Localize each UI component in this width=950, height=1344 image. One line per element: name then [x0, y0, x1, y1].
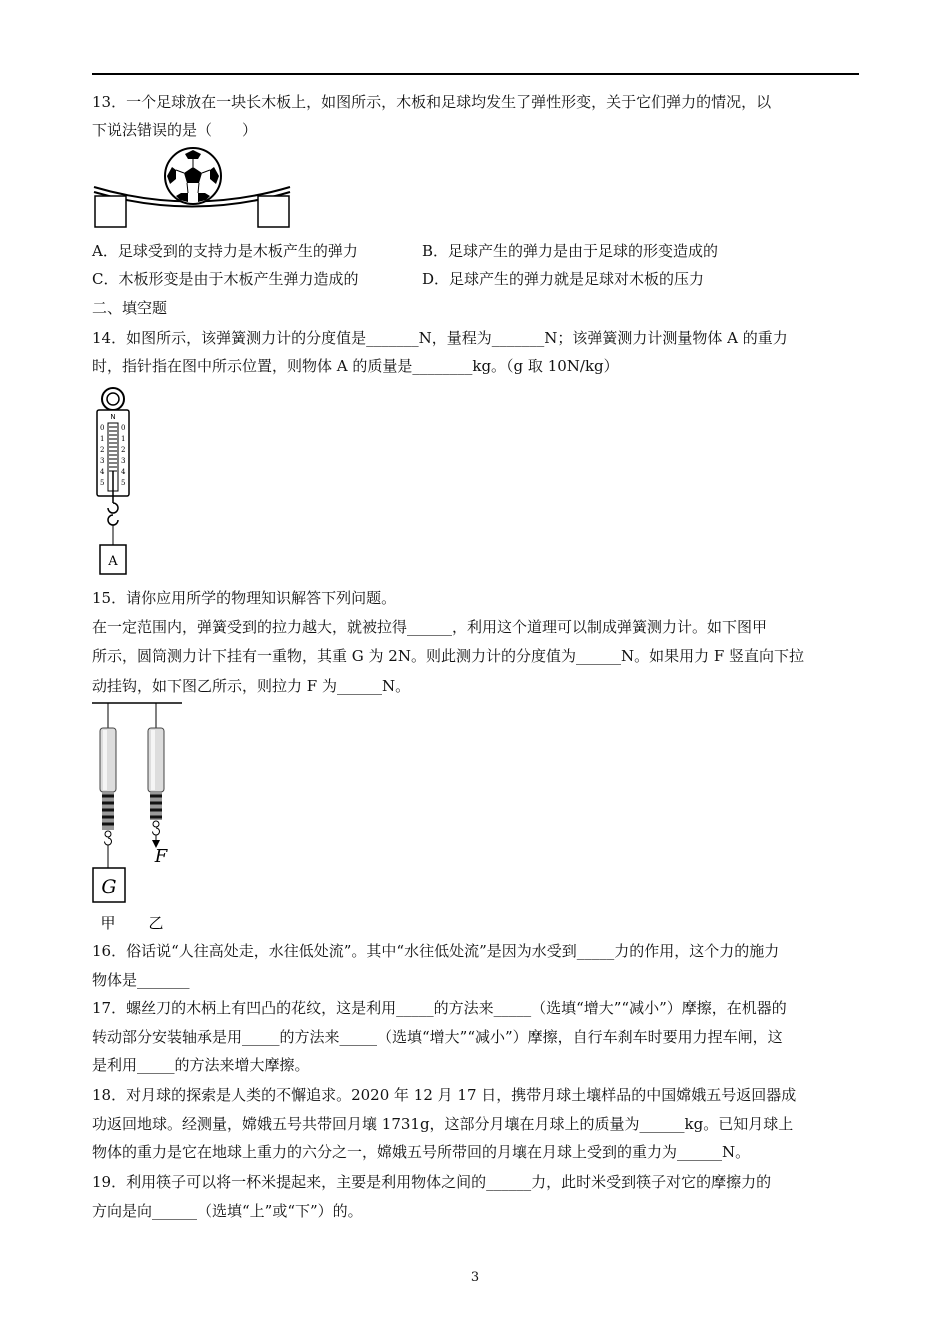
q14-scale-left-5: 5 — [100, 479, 105, 487]
q14-line1: 14．如图所示，该弹簧测力计的分度值是_______N，量程为_______N；该弹簧测力计测量物体 A 的重力 — [92, 329, 788, 347]
q14-spring-scale-figure — [92, 385, 134, 577]
q17-line2: 转动部分安装轴承是用_____的方法来_____（选填“增大”“减小”）摩擦，自行车刹车时要用力捏车闸，这 — [92, 1028, 783, 1046]
header-rule — [92, 73, 859, 75]
q13-option-d: D．足球产生的弹力就是足球对木板的压力 — [422, 270, 705, 288]
q14-scale-left-3: 3 — [100, 457, 105, 465]
q14-scale-right-4: 4 — [121, 468, 126, 476]
q15-caption-left: 甲 — [100, 914, 116, 932]
q13-stem-line1: 13．一个足球放在一块长木板上，如图所示，木板和足球均发生了弹性形变，关于它们弹力的情况，以 — [92, 93, 772, 111]
section-title: 二、填空题 — [92, 299, 168, 317]
q15-line3: 所示，圆筒测力计下挂有一重物，其重 G 为 2N。则此测力计的分度值为______N。如果用力 F 竖直向下拉 — [92, 647, 805, 665]
q18-line1: 18．对月球的探索是人类的不懈追求。2020 年 12 月 17 日，携带月球土壤样品的中国嫦娥五号返回器成 — [92, 1086, 797, 1104]
q15-weight-label: G — [101, 876, 117, 898]
q13-option-c: C．木板形变是由于木板产生弹力造成的 — [92, 270, 359, 288]
q14-scale-right-2: 2 — [121, 446, 126, 454]
q19-line1: 19．利用筷子可以将一杯米提起来，主要是利用物体之间的______力，此时米受到筷子对它的摩擦力的 — [92, 1173, 772, 1191]
q14-scale-left-2: 2 — [100, 446, 105, 454]
q13-option-b: B．足球产生的弹力是由于足球的形变造成的 — [422, 242, 719, 260]
q14-scale-n-label: N — [110, 413, 116, 421]
q14-scale-right-0: 0 — [121, 424, 126, 432]
page-number: 3 — [470, 1270, 480, 1285]
q18-line3: 物体的重力是它在地球上重力的六分之一，嫦娥五号所带回的月壤在月球上受到的重力为______N。 — [92, 1143, 751, 1161]
q16-line1: 16．俗话说“人往高处走，水往低处流”。其中“水往低处流”是因为水受到_____力的作用，这个力的施力 — [92, 942, 780, 960]
q14-scale-left-1: 1 — [100, 435, 105, 443]
q15-line4: 动挂钩，如下图乙所示，则拉力 F 为______N。 — [92, 677, 411, 695]
q14-scale-right-3: 3 — [121, 457, 126, 465]
q16-line2: 物体是_______ — [92, 971, 190, 989]
q14-scale-right-1: 1 — [121, 435, 126, 443]
q13-option-a: A．足球受到的支持力是木板产生的弹力 — [92, 242, 358, 260]
q13-football-on-board-figure — [92, 146, 294, 230]
q14-block-label: A — [108, 554, 118, 569]
q17-line1: 17．螺丝刀的木柄上有凹凸的花纹，这是利用_____的方法来_____（选填“增大”“减小”）摩擦，在机器的 — [92, 999, 787, 1017]
q14-scale-left-0: 0 — [100, 424, 105, 432]
q15-caption-right: 乙 — [148, 914, 164, 932]
q18-line2: 功返回地球。经测量，嫦娥五号共带回月壤 1731g，这部分月壤在月球上的质量为______kg。已知月球上 — [92, 1115, 794, 1133]
q19-line2: 方向是向______（选填“上”或“下”）的。 — [92, 1202, 363, 1220]
q15-line1: 15．请你应用所学的物理知识解答下列问题。 — [92, 589, 397, 607]
q15-cylinder-scales-figure — [90, 700, 184, 934]
q13-stem-line2: 下说法错误的是（ ） — [92, 121, 258, 139]
q14-line2: 时，指针指在图中所示位置，则物体 A 的质量是________kg。（g 取 10N/kg） — [92, 357, 619, 375]
q14-scale-left-4: 4 — [100, 468, 105, 476]
q15-force-label: F — [154, 846, 168, 867]
q15-line2: 在一定范围内，弹簧受到的拉力越大，就被拉得______，利用这个道理可以制成弹簧测力计。如下图甲 — [92, 618, 768, 636]
q14-scale-right-5: 5 — [121, 479, 126, 487]
q17-line3: 是利用_____的方法来增大摩擦。 — [92, 1056, 310, 1074]
